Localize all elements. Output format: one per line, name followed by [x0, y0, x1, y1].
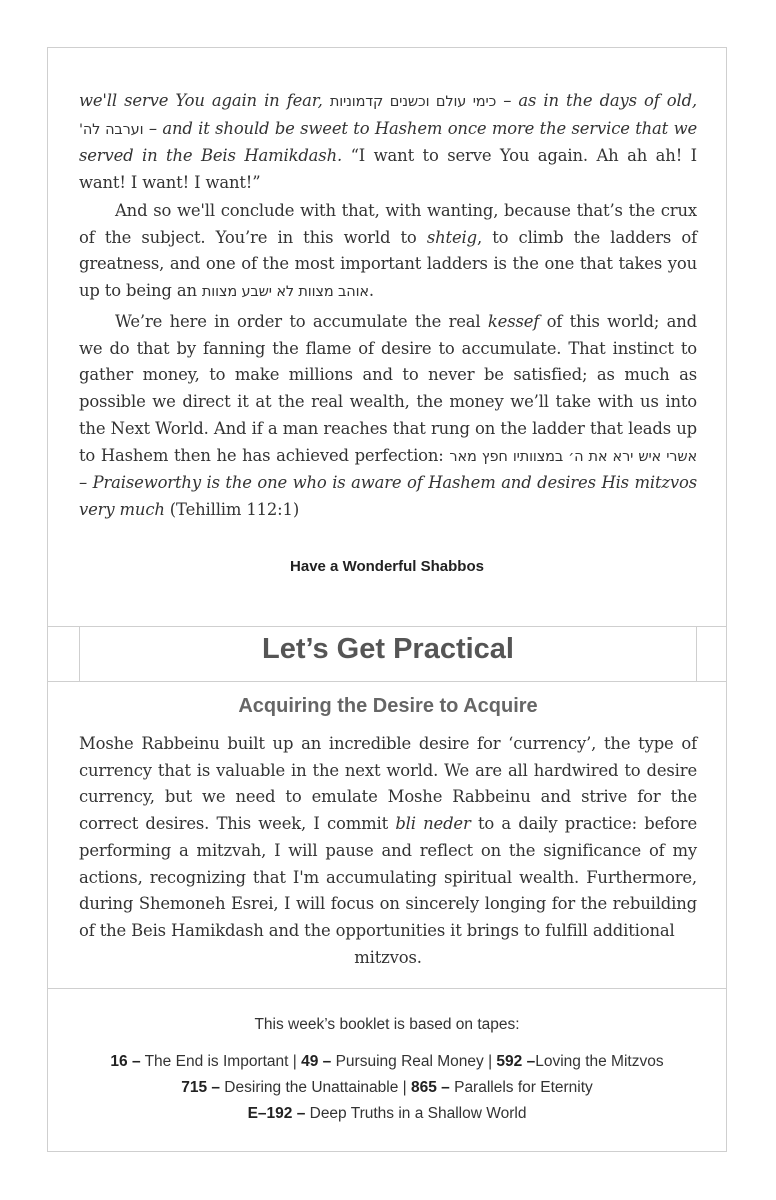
p3-italic-end: – Praiseworthy is the one who is aware of Hashem and desires His mitzvos very much: [79, 473, 697, 519]
tape-separator: |: [483, 1053, 497, 1070]
tape-title: Loving the Mitzvos: [535, 1053, 664, 1070]
p2-text-a: And so we'll conclude with that, with wanting, because that’s the crux of the subject. You’re in this world to: [79, 201, 697, 247]
tape-title: Pursuing Real Money: [331, 1053, 484, 1070]
p1-italic-start: we'll serve You again in fear,: [79, 91, 330, 110]
practical-title: Acquiring the Desire to Acquire: [238, 695, 538, 717]
practical-last-word: mitzvos.: [354, 947, 422, 967]
tape-number: 865 –: [411, 1079, 450, 1096]
divider-tapes: [47, 988, 727, 989]
tape-number: 49 –: [301, 1053, 332, 1070]
tape-number: E–192 –: [247, 1105, 306, 1122]
tape-separator: |: [288, 1053, 302, 1070]
paragraph-3: [79, 309, 697, 524]
tapes-line-2: [47, 1075, 727, 1101]
tape-number: 715 –: [181, 1079, 220, 1096]
p3-hebrew: אשרי איש ירא את ה׳ במצוותיו חפץ מאר: [449, 448, 697, 465]
p1-hebrew-1: כימי עולם וכשנים קדמוניות: [329, 94, 497, 110]
p3-text-a: We’re here in order to accumulate the real: [115, 312, 488, 331]
tapes-line-3: [47, 1101, 727, 1127]
practical-italic-word: bli neder: [395, 814, 471, 834]
tape-separator: |: [398, 1079, 411, 1096]
tape-title: Parallels for Eternity: [449, 1079, 593, 1096]
practical-text-b: to a daily practice: before performing a mitzvah, I will pause and reflect on the significance of my actions, recognizing that I'm accumulating spiritual wealth. Furthermore, during Shemoneh Esrei, I will focus on sincerely longing for the rebuilding of the Beis Hamikdash and the opportunities it brings to fulfill additional: [79, 814, 697, 940]
tapes-line-1: [47, 1049, 727, 1075]
p2-italic-word: shteig: [426, 227, 477, 247]
tape-title: The End is Important: [140, 1053, 289, 1070]
p2-text-b: , to climb the ladders of greatness, and one of the most important ladders is the one that takes you up to being an: [79, 227, 697, 301]
p2-hebrew: אוהב מצוות לא ישבע מצוות: [201, 284, 369, 301]
divider-banner-bottom: [47, 681, 727, 682]
p1-plain-end: “I want to serve You again. Ah ah ah! I want! I want! I want!”: [79, 146, 697, 193]
practical-text-a: Moshe Rabbeinu built up an incredible desire for ‘currency’, the type of currency that is valuable in the next world. We are all hardwired to desire currency, but we need to emulate Moshe Rabbeinu and strive for the correct desires. This week, I commit: [79, 734, 697, 834]
tape-title: Desiring the Unattainable: [220, 1079, 399, 1096]
paragraph-2: [79, 198, 697, 306]
p3-italic-word: kessef: [487, 312, 540, 331]
divider-top: [47, 626, 727, 627]
tapes-intro: This week’s booklet is based on tapes:: [254, 1016, 520, 1033]
tape-title: Deep Truths in a Shallow World: [305, 1105, 527, 1122]
p3-source: (Tehillim 112:1): [164, 499, 300, 519]
p1-italic-mid: – as in the days of old,: [496, 91, 697, 110]
paragraph-1: [79, 88, 697, 197]
p1-italic-end: – and it should be sweet to Hashem once more the service that we served in the Beis Hamikdash.: [79, 118, 697, 166]
p1-hebrew-2: וערבה לה': [79, 121, 144, 138]
tape-number: 16 –: [110, 1053, 141, 1070]
closing-greeting: Have a Wonderful Shabbos: [290, 558, 484, 575]
section-title: Let’s Get Practical: [262, 633, 514, 665]
practical-paragraph: [79, 731, 697, 971]
p3-text-b: of this world; and we do that by fanning the flame of desire to accumulate. That instinct to gather money, to make millions and to never be satisfied; as much as possible we direct it at the real wealth, the money we’ll take with us into the Next World. And if a man reaches that rung on the ladder that leads up to Hashem then he has achieved perfection:: [79, 312, 697, 465]
p2-text-c: .: [368, 281, 374, 301]
tape-number: 592 –: [496, 1053, 536, 1070]
tapes-list: [47, 1049, 727, 1127]
